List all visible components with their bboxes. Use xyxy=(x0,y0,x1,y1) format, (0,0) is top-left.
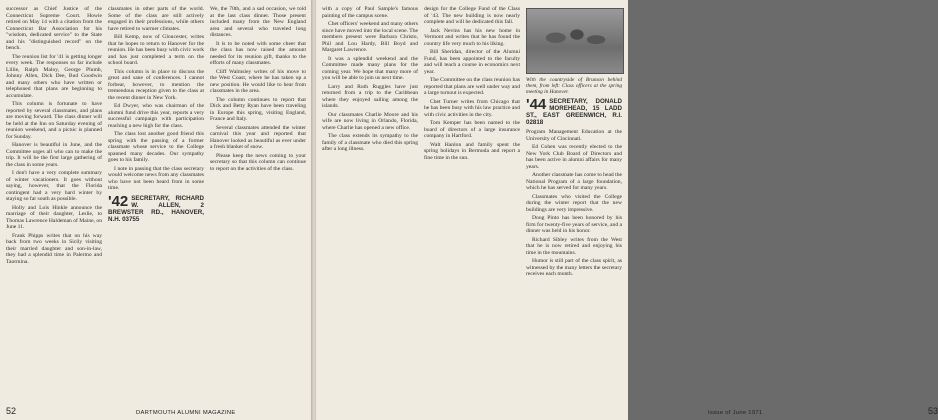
page-number-right: 53 xyxy=(927,406,938,416)
class-secretary: SECRETARY, DONALD MOREHEAD, 15 LADD ST., EAST GREENWICH, R.I. 02818 xyxy=(526,98,622,126)
class-year: '42 xyxy=(108,192,129,210)
left-column-1 xyxy=(6,6,102,396)
right-column-2 xyxy=(424,6,520,396)
masthead-right: Issue of June 1971 xyxy=(708,410,763,416)
paragraph: It was a splendid weekend and the Committee made many plans for the coming year. We hope that many more of you will be able to join us next time. xyxy=(322,55,418,81)
paragraph: Richard Sibley writes from the West that he is now retired and enjoying his time in the mountains. xyxy=(526,236,622,256)
right-column-3 xyxy=(526,6,622,396)
paragraph: Holly and Lois Hinkle announce the marriage of their daughter, Leslie, to Thomas Lawrence Haldeman of Maine, on June 11. xyxy=(6,204,102,230)
right-column-1 xyxy=(322,6,418,396)
paragraph: Chet Turner writes from Chicago that he has been busy with his law practice and with civic activities in the city. xyxy=(424,98,520,118)
paragraph: Walt Hanlon and family spent the spring holidays in Bermuda and report a fine time in the sun. xyxy=(424,141,520,161)
photo-caption: With the countryside of Brunson behind them, from left: Class officers at the spring meeting in Hanover. xyxy=(526,77,622,95)
paragraph: Chet officers' weekend and many others since have moved into the local scene. The members present were Barbara Christo, Phil and Lou Hardy, Bill Boyd and Margaret Lawrence. xyxy=(322,21,418,53)
paragraph: successor as Chief Justice of the Connecticut Supreme Court. Howie retired on May 14 with a citation from the Connecticut Bar Association for his "wisdom, dedicated service" to the State and his "distinguished record" on the bench. xyxy=(6,6,102,51)
left-column-2-text xyxy=(108,6,204,192)
masthead-left: DARTMOUTH ALUMNI MAGAZINE xyxy=(136,410,236,416)
paragraph: Tom Kemper has been named to the board of directors of a large insurance company in Hartford. xyxy=(424,120,520,139)
paragraph: Our classmates Charlie Moore and his wife are now living in Orlando, Florida, where Charlie has opened a new office. xyxy=(322,111,418,131)
paragraph: Program Management Education at the University of Cincinnati. xyxy=(526,129,622,142)
paragraph: Ed Cohen was recently elected to the New York Club Board of Directors and has been active in alumni affairs for many years. xyxy=(526,144,622,170)
paragraph: Another classmate has come to head the National Program of a large foundation, which he has served for many years. xyxy=(526,172,622,191)
paragraph: Several classmates attended the winter carnival this year and reported that Hanover looked as beautiful as ever under a fresh blanket of snow. xyxy=(210,124,306,150)
paragraph: with a copy of Paul Sample's famous painting of the campus scene. xyxy=(322,6,418,19)
class-year: '44 xyxy=(526,96,547,113)
left-page xyxy=(0,0,312,420)
paragraph: I don't have a very complete summary of winter vacationers. It goes without saying, however, that the Florida contingent had a very hard winter by staying so far south as possible. xyxy=(6,170,102,202)
paragraph: Bill Sheridan, director of the Alumni Fund, has been appointed to the faculty and will teach a course in economics next year. xyxy=(424,49,520,75)
paragraph: Doug Pinto has been honored by his firm for twenty-five years of service, and a dinner was held in his honor. xyxy=(526,215,622,234)
class-heading-42 xyxy=(108,192,204,223)
right-footer xyxy=(638,404,938,416)
right-column-3-text xyxy=(526,129,622,278)
paragraph: classmates in other parts of the world. Some of the class are still actively engaged in their professions, while others have retired to warmer climates. xyxy=(108,6,204,32)
paragraph: The Committee on the class reunion has reported that plans are well under way and a large turnout is expected. xyxy=(424,77,520,96)
paragraph: Hanover is beautiful in June, and the Committee urges all who can to make the trip. It will be the first large gathering of the class in some years. xyxy=(6,142,102,168)
class-secretary: SECRETARY, RICHARD W. ALLEN, 2 BREWSTER RD., HANOVER, N.H. 03755 xyxy=(108,194,204,223)
left-footer xyxy=(6,404,306,416)
paragraph: Frank Phipps writes that on his way back from two weeks in Sicily visiting their married daughter and son-in-law, they had a splendid time in Palermo and Taormina. xyxy=(6,232,102,265)
paragraph: The class extends its sympathy to the family of a classmate who died this spring after a long illness. xyxy=(322,133,418,152)
class-photo xyxy=(526,8,624,74)
paragraph: Please keep the news coming to your secretary so that this column can continue to report on the activities of the class. xyxy=(210,152,306,172)
paragraph: design for the College Fund of the Class of '43. The new building is now nearly complete and will be dedicated this fall. xyxy=(424,6,520,25)
paragraph: The column continues to report that Dick and Betty Ryan have been traveling in Europe this spring, visiting England, France and Italy. xyxy=(210,96,306,122)
paragraph: Larry and Ruth Ruggles have just returned from a trip to the Caribbean where they enjoyed sailing among the islands. xyxy=(322,83,418,109)
class-heading-44 xyxy=(526,98,622,126)
paragraph: Cliff Walmsley writes of his move to the West Coast, where he has taken up a new position. He would like to hear from classmates in the area. xyxy=(210,68,306,94)
paragraph: The reunion list for '41 is getting longer every week. The responses so far include Lillie, Ralph Maloy, George Plumb, Johnny Allen, Dick Dee, Bud Goodwin and many others who have written or telephoned that plans are beginning to accumulate. xyxy=(6,53,102,99)
paragraph: We, the 70th, and a sad occasion, we told at the last class dinner. Those present included many from the New England area and several who traveled long distances. xyxy=(210,6,306,38)
right-page xyxy=(316,0,938,420)
paragraph: I note in passing that the class secretary would welcome news from any classmates who have not been heard from in some time. xyxy=(108,165,204,191)
paragraph: Bill Kemp, now of Gloucester, writes that he hopes to return to Hanover for the reunion. He has been busy with civic work and has just completed a term on the school board. xyxy=(108,34,204,66)
left-column-3 xyxy=(210,6,306,396)
paragraph: Humor is still part of the class spirit, as witnessed by the many letters the secretary receives each month. xyxy=(526,258,622,277)
paragraph: It is to be noted with some cheer that the class has now raised the amount needed for its reunion gift, thanks to the efforts of many classmates. xyxy=(210,40,306,66)
paragraph: This column is fortunate to have reported by several classmates, and plans are moving forward. The class dinner will be held at the Inn on Saturday evening of reunion weekend, and a picnic is planned for Sunday. xyxy=(6,101,102,140)
page-number-left: 52 xyxy=(6,406,17,416)
paragraph: Ed Dwyer, who was chairman of the alumni fund drive this year, reports a very successful campaign with participation reaching a new high for the class. xyxy=(108,103,204,129)
paragraph: This column is in place to discuss the great and sane of conferences. I cannot forbear, however, to mention the tremendous reception given to the class at the recent dinner in New York. xyxy=(108,68,204,101)
left-column-2 xyxy=(108,6,204,396)
paragraph: Classmates who visited the College during the winter report that the new buildings are very impressive. xyxy=(526,193,622,213)
paragraph: The class lost another good friend this spring with the passing of a former classmate whose service to the College spanned many decades. Our sympathy goes to his family. xyxy=(108,131,204,163)
paragraph: Jack Nevins has his new home in Vermont and writes that he has found the country life very much to his liking. xyxy=(424,27,520,47)
